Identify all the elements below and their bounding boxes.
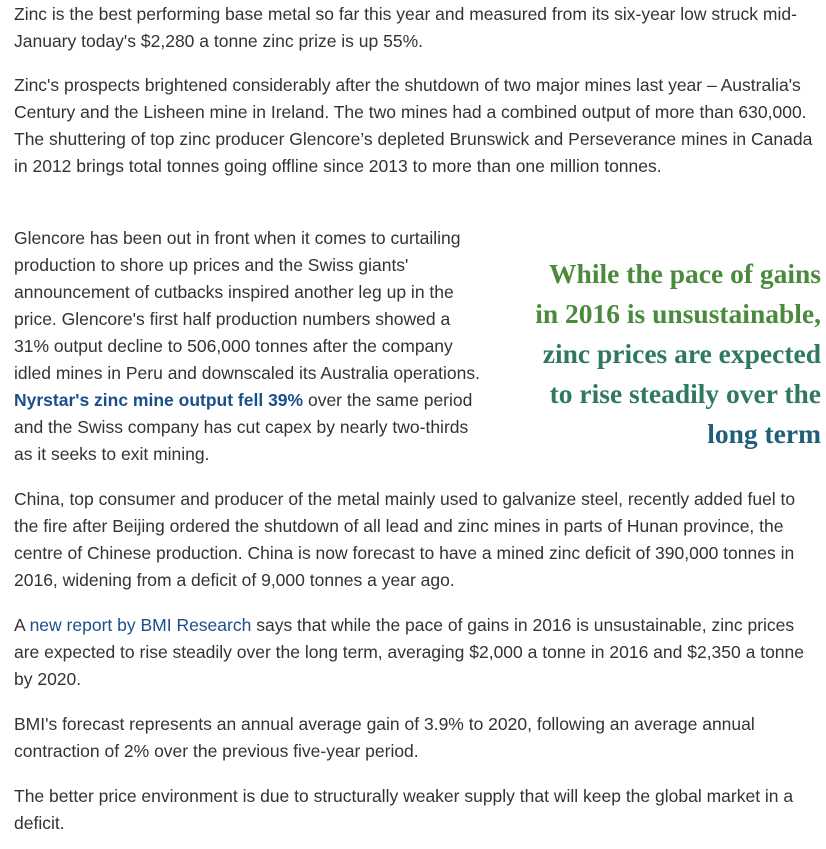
- paragraph-bmi-report: [14, 612, 820, 693]
- pull-quote-line: While the pace of gains: [549, 258, 821, 289]
- paragraph-intro: Zinc is the best performing base metal so far this year and measured from its six-year low struck mid-January today's $2,280 a tonne zinc prize is up 55%.: [14, 4, 797, 51]
- nyrstar-output-link[interactable]: Nyrstar's zinc mine output fell 39%: [14, 390, 304, 410]
- paragraph-price-environment: The better price environment is due to structurally weaker supply that will keep the global market in a deficit.: [14, 786, 794, 833]
- paragraph-glencore: [14, 225, 484, 468]
- paragraph-glencore-text: Glencore has been out in front when it comes to curtailing production to shore up prices and the Swiss giants' announcement of cutbacks inspired another leg up in the price. Glencore's first half production numbers showed a 31% output decline to 506,000 tonnes after the company idled mines in Peru and downscaled its Australia operations.: [14, 228, 480, 383]
- pull-quote: [488, 254, 821, 454]
- pull-quote-line: in 2016 is unsustainable,: [535, 298, 821, 329]
- paragraph-mine-shutdowns: Zinc's prospects brightened considerably after the shutdown of two major mines last year – Australia's Century and the Lisheen mine in Ireland. The two mines had a combined output of more than 630,000. The shuttering of top zinc producer Glencore’s depleted Brunswick and Perseverance mines in Canada in 2012 brings total tonnes going offline since 2013 to more than one million tonnes.: [14, 75, 813, 176]
- paragraph-china: China, top consumer and producer of the metal mainly used to galvanize steel, recently added fuel to the fire after Beijing ordered the shutdown of all lead and zinc mines in parts of Hunan province, the centre of Chinese production. China is now forecast to have a mined zinc deficit of 390,000 tonnes in 2016, widening from a deficit of 9,000 tonnes a year ago.: [14, 489, 796, 590]
- pull-quote-line: zinc prices are expected: [542, 338, 821, 369]
- pull-quote-line: to rise steadily over the: [549, 378, 821, 409]
- paragraph-bmi-lead: A: [14, 615, 30, 635]
- bmi-research-report-link[interactable]: new report by BMI Research: [29, 615, 252, 635]
- paragraph-bmi-tail: says that while the pace of gains in 2016 is unsustainable, zinc prices are expected to rise steadily over the long term, averaging $2,000 a tonne in 2016 and $2,350 a tonne by 2020.: [14, 615, 804, 689]
- paragraph-glencore-tail: over the same period and the Swiss company has cut capex by nearly two-thirds as it seeks to exit mining.: [14, 390, 473, 464]
- paragraph-bmi-forecast: BMI's forecast represents an annual average gain of 3.9% to 2020, following an average annual contraction of 2% over the previous five-year period.: [14, 714, 755, 761]
- pull-quote-line: long term: [707, 418, 821, 449]
